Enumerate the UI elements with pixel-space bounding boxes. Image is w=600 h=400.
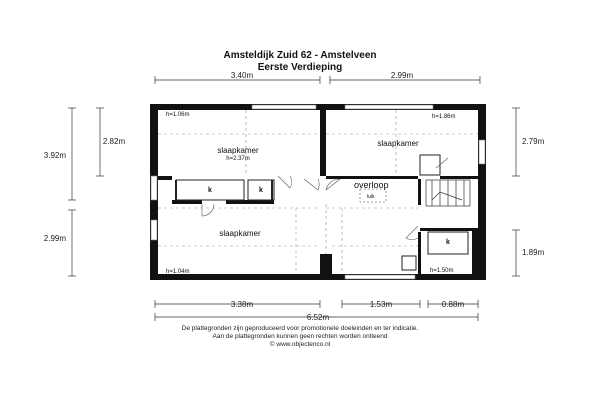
dim-bottom-total: 6.52m	[306, 313, 330, 322]
closet-label-2: k	[259, 187, 263, 194]
dim-bottom-mid: 1.53m	[369, 300, 393, 309]
room-label-bedroom3: slaapkamer	[219, 229, 261, 238]
hatch-label: luik	[367, 194, 375, 200]
dim-top-right: 2.99m	[390, 71, 414, 80]
closet-doors	[176, 180, 272, 200]
dimension-lines	[68, 76, 520, 321]
dim-bottom-left: 3.38m	[230, 300, 254, 309]
slope-lines	[158, 110, 478, 274]
corner-height-bedroom3: h=1.04m	[166, 269, 190, 275]
room-label-bedroom2: slaapkamer	[377, 139, 419, 148]
corner-height-bedroom1: h=1.06m	[166, 112, 190, 118]
plan-floor: Eerste Verdieping	[257, 62, 343, 73]
room-height-bedroom1: h=2.37m	[226, 156, 250, 162]
stairs	[426, 180, 470, 206]
dim-right-bottom: 1.89m	[522, 248, 545, 257]
windows	[151, 105, 485, 279]
room-label-bedroom1: slaapkamer	[217, 146, 259, 155]
corner-height-bath: h=1.50m	[430, 268, 454, 274]
dim-left-outer: 3.92m	[43, 151, 66, 160]
disclaimer-line-3: © www.objectenco.nl	[269, 341, 331, 348]
dim-left-inner: 2.82m	[102, 137, 126, 146]
dim-right-top: 2.79m	[522, 137, 545, 146]
disclaimer-line-1: De plattegronden zijn geproduceerd voor promotionele doeleinden en ter indicatie.	[181, 325, 419, 332]
closet-label-3: k	[446, 239, 450, 246]
corner-height-bedroom2: h=1.86m	[432, 114, 456, 120]
disclaimer-line-2: Aan de plattegronden kunnen geen rechten worden ontleend	[212, 333, 388, 340]
dim-left-bottom: 2.99m	[43, 234, 66, 243]
closet-label-1: k	[208, 187, 212, 194]
plan-address: Amsteldijk Zuid 62 - Amstelveen	[223, 50, 377, 61]
dim-top-left: 3.40m	[230, 71, 254, 80]
room-label-landing: overloop	[354, 180, 389, 190]
dim-bottom-right: 0.88m	[441, 300, 465, 309]
